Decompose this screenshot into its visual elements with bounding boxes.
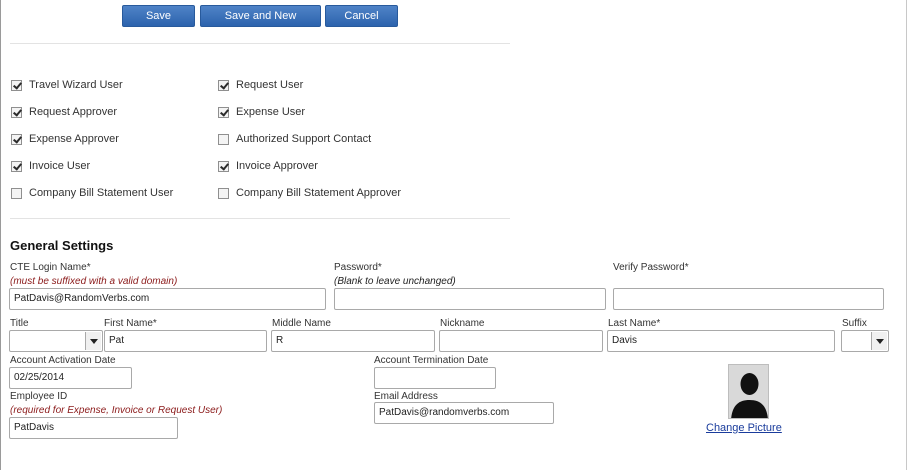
role-label: Authorized Support Contact: [236, 133, 372, 145]
activation-date-label: Account Activation Date: [10, 355, 116, 366]
verify-password-input[interactable]: [613, 288, 884, 310]
role-travel-wizard-user[interactable]: [11, 79, 123, 91]
checkbox[interactable]: [218, 161, 229, 172]
role-label: Invoice Approver: [236, 160, 318, 172]
checkbox[interactable]: [11, 188, 22, 199]
employee-id-label: Employee ID: [10, 391, 68, 402]
activation-date-input[interactable]: 02/25/2014: [9, 367, 132, 389]
last-name-input[interactable]: Davis: [607, 330, 835, 352]
left-frame-border: [0, 0, 1, 470]
email-input[interactable]: PatDavis@randomverbs.com: [374, 402, 554, 424]
checkbox[interactable]: [11, 80, 22, 91]
divider-bottom: [10, 218, 510, 219]
first-name-input[interactable]: Pat: [104, 330, 267, 352]
role-invoice-user[interactable]: [11, 160, 90, 172]
chevron-down-icon[interactable]: [85, 332, 101, 350]
role-company-bill-statement-user[interactable]: [11, 187, 173, 199]
role-label: Request User: [236, 79, 304, 91]
role-label: Invoice User: [29, 160, 91, 172]
role-label: Company Bill Statement User: [29, 187, 174, 199]
termination-date-label: Account Termination Date: [374, 355, 489, 366]
middle-name-label: Middle Name: [272, 318, 331, 329]
checkbox[interactable]: [11, 161, 22, 172]
verify-password-label: Verify Password*: [613, 262, 689, 273]
role-label: Request Approver: [29, 106, 118, 118]
email-label: Email Address: [374, 391, 438, 402]
change-picture-link[interactable]: Change Picture: [706, 422, 782, 434]
cancel-button[interactable]: Cancel: [325, 5, 398, 27]
role-label: Expense User: [236, 106, 306, 118]
employee-id-input[interactable]: PatDavis: [9, 417, 178, 439]
login-name-hint: (must be suffixed with a valid domain): [10, 276, 178, 287]
role-label: Expense Approver: [29, 133, 119, 145]
middle-name-input[interactable]: R: [271, 330, 435, 352]
employee-id-hint: (required for Expense, Invoice or Request User): [10, 405, 223, 416]
divider-top: [10, 43, 510, 44]
last-name-label: Last Name*: [608, 318, 661, 329]
role-expense-user[interactable]: [218, 106, 305, 118]
checkbox[interactable]: [218, 134, 229, 145]
role-authorized-support-contact[interactable]: [218, 133, 371, 145]
chevron-down-icon[interactable]: [871, 332, 887, 350]
role-invoice-approver[interactable]: [218, 160, 318, 172]
role-request-user[interactable]: [218, 79, 303, 91]
checkbox[interactable]: [11, 107, 22, 118]
checkbox[interactable]: [218, 107, 229, 118]
profile-picture: [728, 364, 769, 419]
password-input[interactable]: [334, 288, 606, 310]
role-label: Travel Wizard User: [29, 79, 123, 91]
title-label: Title: [10, 318, 29, 329]
password-label: Password*: [334, 262, 382, 273]
checkbox[interactable]: [218, 80, 229, 91]
checkbox[interactable]: [11, 134, 22, 145]
suffix-label: Suffix: [842, 318, 867, 329]
nickname-input[interactable]: [439, 330, 603, 352]
role-label: Company Bill Statement Approver: [236, 187, 402, 199]
password-hint: (Blank to leave unchanged): [334, 276, 456, 287]
suffix-select[interactable]: [841, 330, 889, 352]
login-name-label: CTE Login Name*: [10, 262, 91, 273]
role-expense-approver[interactable]: [11, 133, 119, 145]
first-name-label: First Name*: [104, 318, 157, 329]
title-select[interactable]: [9, 330, 103, 352]
section-title: General Settings: [10, 238, 114, 253]
termination-date-input[interactable]: [374, 367, 496, 389]
checkbox[interactable]: [218, 188, 229, 199]
person-silhouette-icon: [729, 365, 769, 419]
login-name-input[interactable]: PatDavis@RandomVerbs.com: [9, 288, 326, 310]
save-button[interactable]: Save: [122, 5, 195, 27]
nickname-label: Nickname: [440, 318, 485, 329]
save-and-new-button[interactable]: Save and New: [200, 5, 321, 27]
role-request-approver[interactable]: [11, 106, 117, 118]
role-company-bill-statement-approver[interactable]: [218, 187, 401, 199]
